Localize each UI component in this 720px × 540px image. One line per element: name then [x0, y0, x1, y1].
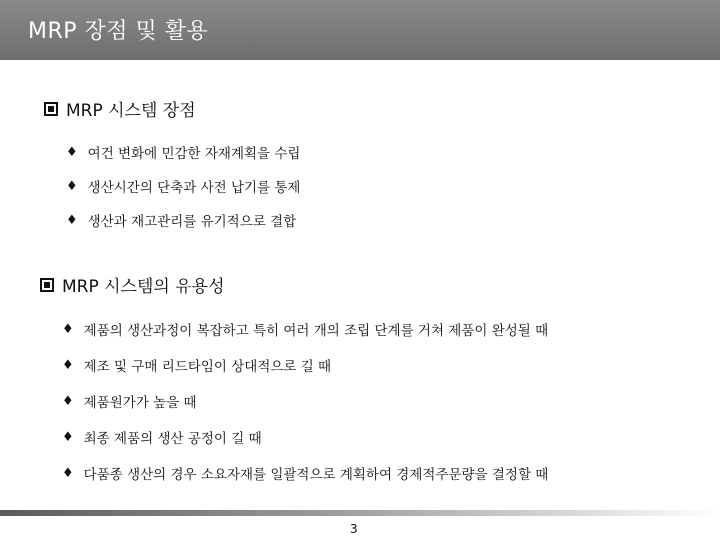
diamond-bullet-icon: ♦ — [62, 465, 74, 481]
section-heading — [40, 272, 548, 297]
bullet-list — [66, 135, 300, 237]
diamond-bullet-icon: ♦ — [62, 321, 74, 337]
list-item-text: 제품의 생산과정이 복잡하고 특히 여러 개의 조립 단계를 거쳐 제품이 완성될 때 — [83, 323, 549, 339]
diamond-bullet-icon: ♦ — [62, 429, 74, 445]
list-item-text: 생산시간의 단축과 사전 납기를 통제 — [87, 180, 301, 196]
list-item-text: 제조 및 구매 리드타임이 상대적으로 길 때 — [83, 359, 332, 375]
section-heading-text: MRP 시스템 장점 — [66, 101, 196, 121]
list-item-text: 생산과 재고관리를 유기적으로 결합 — [87, 214, 297, 230]
boxed-square-icon — [44, 102, 58, 116]
section-mrp-advantages — [44, 96, 300, 237]
section-heading — [44, 96, 300, 121]
diamond-bullet-icon: ♦ — [66, 178, 78, 194]
bullet-list — [62, 311, 548, 491]
list-item — [62, 311, 548, 347]
slide-title: MRP 장점 및 활용 — [28, 19, 209, 44]
footer-divider — [0, 510, 720, 516]
diamond-bullet-icon: ♦ — [62, 357, 74, 373]
list-item-text: 제품원가가 높을 때 — [83, 395, 197, 411]
list-item-text: 여건 변화에 민감한 자재계획을 수립 — [87, 146, 301, 162]
section-mrp-usefulness — [40, 272, 548, 491]
list-item — [66, 135, 300, 169]
list-item — [62, 383, 548, 419]
list-item-text: 다품종 생산의 경우 소요자재를 일괄적으로 계획하여 경제적주문량을 결정할 때 — [83, 467, 549, 483]
list-item — [62, 455, 548, 491]
list-item — [66, 203, 300, 237]
list-item-text: 최종 제품의 생산 공정이 길 때 — [83, 431, 262, 447]
title-bar — [0, 0, 720, 60]
page-number: 3 — [350, 522, 358, 536]
section-heading-text: MRP 시스템의 유용성 — [62, 277, 225, 297]
boxed-square-icon — [40, 278, 54, 292]
diamond-bullet-icon: ♦ — [66, 212, 78, 228]
diamond-bullet-icon: ♦ — [62, 393, 74, 409]
list-item — [62, 347, 548, 383]
list-item — [62, 419, 548, 455]
diamond-bullet-icon: ♦ — [66, 144, 78, 160]
list-item — [66, 169, 300, 203]
